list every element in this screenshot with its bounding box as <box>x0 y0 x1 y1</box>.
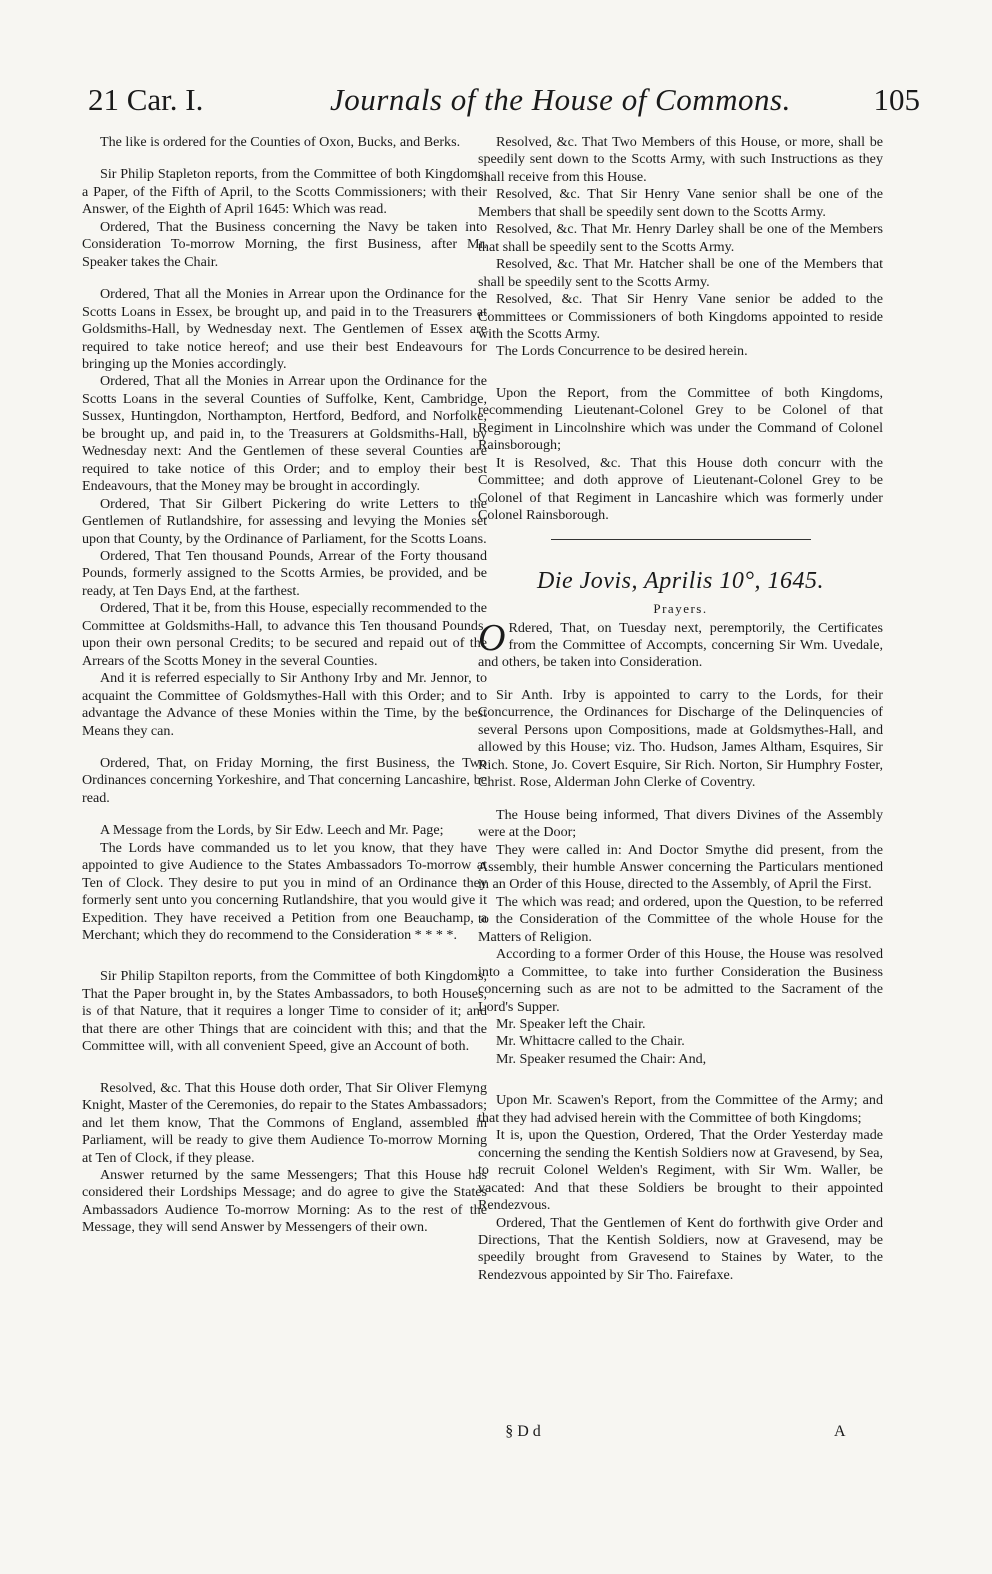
paragraph: And it is referred especially to Sir Anthony Irby and Mr. Jennor, to acquaint the Committee of Goldsmythes-Hall with this Order; and to advantage the Advance of these Monies within the Time, by the best Means they can. <box>82 670 487 739</box>
paragraph: Ordered, That it be, from this House, especially recommended to the Committee at Goldsmiths-Hall, to advance this Ten thousand Pounds, upon their own personal Credits; to be secured and repaid out of the Arrears of the Scotts Money in the several Counties. <box>82 600 487 669</box>
paragraph: It is Resolved, &c. That this House doth concurr with the Committee; and doth approve of Lieutenant-Colonel Grey to be Colonel of that Regiment in Lancashire which was formerly under Colonel Rainsborough. <box>478 454 883 524</box>
paragraph: Mr. Speaker left the Chair. <box>496 1016 646 1033</box>
paragraph: Resolved, &c. That Mr. Henry Darley shall be one of the Members that shall be speedily sent to the Scotts Army. <box>478 221 883 255</box>
paragraph: They were called in: And Doctor Smythe did present, from the Assembly, their humble Answer concerning the Particulars mentioned in an Order of this House, directed to the Assembly, of April the First. <box>478 841 883 893</box>
paragraph: Ordered, That all the Monies in Arrear upon the Ordinance for the Scotts Loans in Essex, be brought up, and paid in to the Treasurers at Goldsmiths-Hall, by Wednesday next. The Gentlemen of Essex are required to take notice hereof; and use their best Endeavours for bringing up the Monies accordingly. <box>82 286 487 372</box>
paragraph: Resolved, &c. That this House doth order, That Sir Oliver Flemyng Knight, Master of the Ceremonies, do repair to the States Ambassadors; and let them know, That the Commons of England, assembled in Parliament, will be ready to give them Audience To-morrow Morning at Ten of Clock, if they please. <box>82 1079 487 1166</box>
paragraph: Ordered, That Ten thousand Pounds, Arrear of the Forty thousand Pounds, formerly assigned to the Scotts Armies, be provided, and be ready, at Ten Days End, at the farthest. <box>82 547 487 599</box>
paragraph: Mr. Whittacre called to the Chair. <box>496 1033 685 1050</box>
signature-mark: § D d <box>505 1423 541 1440</box>
paragraph: Resolved, &c. That Sir Henry Vane senior be added to the Committees or Commissioners of both Kingdoms appointed to reside with the Scotts Army. <box>478 291 883 342</box>
paragraph: The Lords have commanded us to let you know, that they have appointed to give Audience to the States Ambassadors To-morrow at Ten of Clock. They desire to put you in mind of an Ordinance they formerly sent unto you concerning Rutlandshire, that you would give it Expedition. They have received a Petition from one Beauchamp, a Merchant; which they do recommend to the Consideration * * * *. <box>82 839 487 944</box>
left-column <box>82 134 487 1237</box>
paragraph: The House being informed, That divers Divines of the Assembly were at the Door; <box>478 806 883 841</box>
paragraph: Resolved, &c. That Mr. Hatcher shall be one of the Members that shall be speedily sent to the Scotts Army. <box>478 256 883 290</box>
paragraph: Mr. Speaker resumed the Chair: And, <box>496 1050 707 1067</box>
paragraph-text: Rdered, That, on Tuesday next, peremptorily, the Certificates from the Committee of Accompts, concerning Sir Wm. Uvedale, and others, be taken into Consideration. <box>478 619 883 671</box>
day-heading: Die Jovis, Aprilis 10°, 1645. <box>537 567 824 594</box>
paragraph: Resolved, &c. That Two Members of this House, or more, shall be speedily sent down to the Scotts Army, with such Instructions as they shall receive from this House. <box>478 134 883 185</box>
reign-label: 21 Car. I. <box>88 82 204 117</box>
paragraph: Ordered, That Sir Gilbert Pickering do write Letters to the Gentlemen of Rutlandshire, for assessing and levying the Monies set upon that County, by the Ordinance of Parliament, for the Scotts Loans. <box>82 495 487 547</box>
paragraph: Sir Philip Stapilton reports, from the Committee of both Kingdoms, That the Paper brought in, by the States Ambassadors, to both Houses, is of that Nature, that it requires a longer Time to consider of it; and that there are other Things that are coincident with this; and that the Committee will, with all convenient Speed, give an Account of both. <box>82 968 487 1055</box>
catchword: A <box>834 1423 846 1440</box>
section-divider <box>551 539 811 540</box>
paragraph: The Lords Concurrence to be desired herein. <box>496 343 748 360</box>
paragraph: Upon the Report, from the Committee of both Kingdoms, recommending Lieutenant-Colonel Grey to be Colonel of that Regiment in Lincolnshire which was under the Command of Colonel Rainsborough; <box>478 384 883 454</box>
paragraph: Ordered, That all the Monies in Arrear upon the Ordinance for the Scotts Loans in the several Counties of Suffolke, Kent, Cambridge, Sussex, Huntingdon, Northampton, Hertford, Bedford, and Norfolke, be brought up, and paid in, to the Treasurers at Goldsmiths-Hall, by Wednesday next: And the Gentlemen of these several Counties are required to take notice of this Order; and to employ their best Endeavours, that the Money may be brought in accordingly. <box>82 373 487 495</box>
paragraph: According to a former Order of this House, the House was resolved into a Committee, to take into further Consideration the Business concerning such as are not to be admitted to the Sacrament of the Lord's Supper. <box>478 946 883 1015</box>
paragraph: It is, upon the Question, Ordered, That the Order Yesterday made concerning the sending the Kentish Soldiers now at Gravesend, by Sea, to recruit Colonel Welden's Regiment, with Sir Wm. Waller, be vacated: And that these Soldiers be brought to their appointed Rendezvous. <box>478 1127 883 1214</box>
page-number: 105 <box>873 82 920 117</box>
paragraph: The which was read; and ordered, upon the Question, to be referred to the Consideration of the Committee of the whole House for the Matters of Religion. <box>478 893 883 945</box>
paragraph: Ordered, That, on Friday Morning, the first Business, the Two Ordinances concerning Yorkeshire, and That concerning Lancashire, be read. <box>82 754 487 806</box>
paragraph: Answer returned by the same Messengers; That this House has considered their Lordships Message; and do agree to give the States Ambassadors Audience To-morrow Morning: As to the rest of the Message, they will send Answer by Messengers of their own. <box>82 1167 487 1236</box>
drop-cap: O <box>478 616 506 659</box>
prayers-label: Prayers. <box>653 600 708 616</box>
paragraph: Ordered, That the Gentlemen of Kent do forthwith give Order and Directions, That the Kentish Soldiers, now at Gravesend, may be speedily brought from Gravesend to Staines by Water, to the Rendezvous appointed by Sir Tho. Fairefaxe. <box>478 1214 883 1283</box>
page-header <box>80 78 920 128</box>
paragraph: Resolved, &c. That Sir Henry Vane senior shall be one of the Members that shall be speedily sent down to the Scotts Army. <box>478 186 883 220</box>
paragraph: The like is ordered for the Counties of Oxon, Bucks, and Berks. <box>100 134 461 150</box>
paragraph: Sir Anth. Irby is appointed to carry to the Lords, for their Concurrence, the Ordinances for Discharge of the Delinquencies of several Persons upon Compositions, made at Goldsmythes-Hall, and allowed by this House; viz. Tho. Hudson, James Altham, Esquires, Sir Rich. Stone, Jo. Covert Esquire, Sir Rich. Norton, Sir Humphry Foster, Christ. Rose, Alderman John Clerke of Coventry. <box>478 686 883 791</box>
paragraph: Upon Mr. Scawen's Report, from the Committee of the Army; and that they had advised herein with the Committee of both Kingdoms; <box>478 1092 883 1126</box>
paragraph <box>478 616 883 672</box>
journal-title: Journals of the House of Commons. <box>330 82 791 117</box>
paragraph: Sir Philip Stapleton reports, from the Committee of both Kingdoms, a Paper, of the Fifth of April, to the Scotts Commissioners; with their Answer, of the Eighth of April 1645: Which was read. <box>82 166 487 218</box>
paragraph: Ordered, That the Business concerning the Navy be taken into Consideration To-morrow Morning, the first Business, after Mr. Speaker takes the Chair. <box>82 218 487 270</box>
right-column <box>478 134 883 1284</box>
paragraph: A Message from the Lords, by Sir Edw. Leech and Mr. Page; <box>100 822 444 839</box>
